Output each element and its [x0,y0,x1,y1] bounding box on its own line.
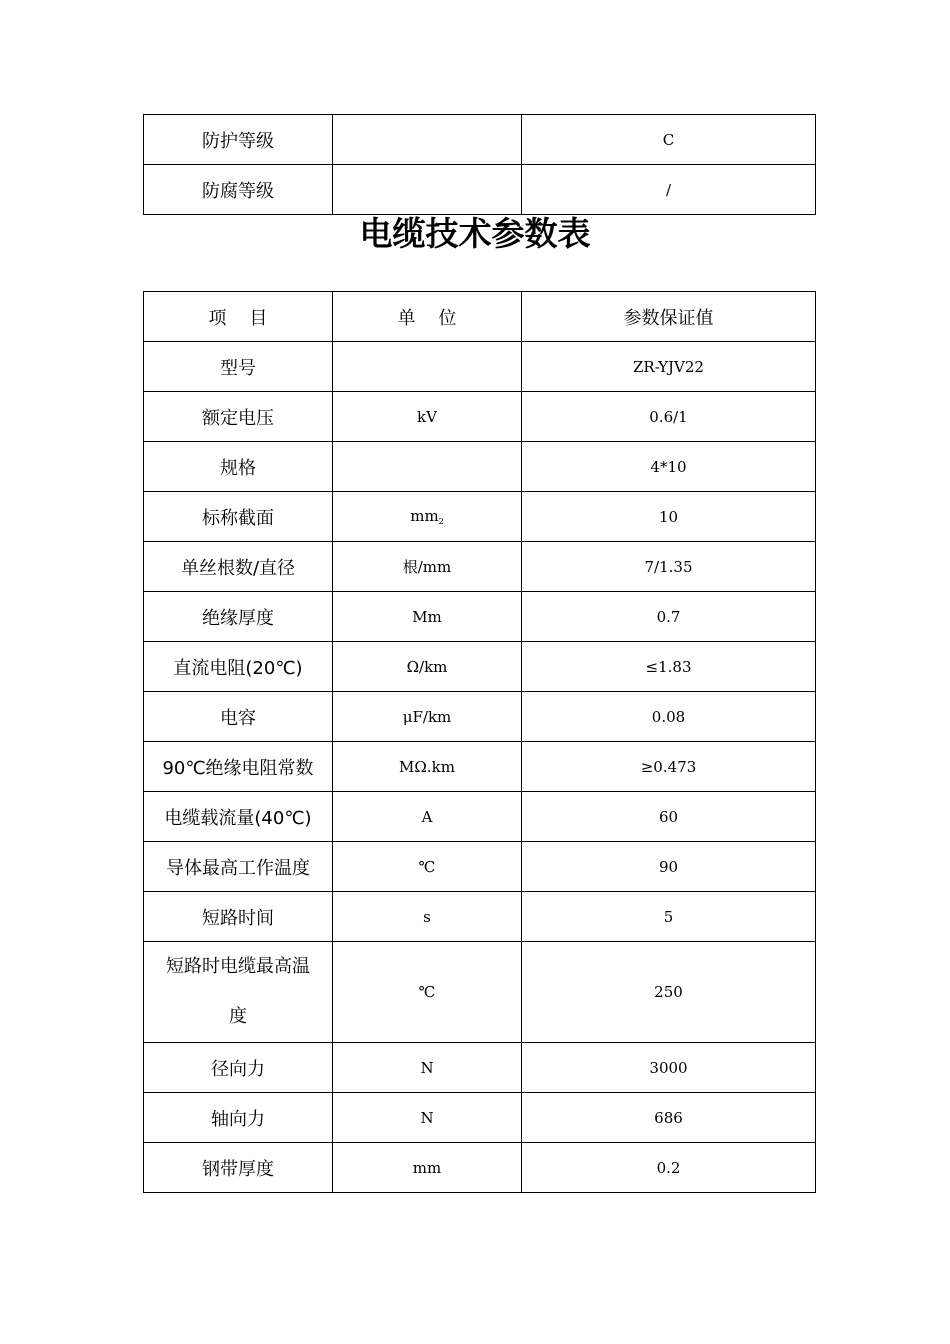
table-row [144,592,816,642]
unit-cell: kV [333,392,522,442]
table-row [144,1043,816,1093]
table-row [144,792,816,842]
item-cell: 导体最高工作温度 [144,842,333,892]
header-item: 项 目 [144,292,333,342]
protection-grade-table [143,114,816,215]
unit-cell: Ω/km [333,642,522,692]
table-row [144,165,816,215]
unit-cell [333,342,522,392]
item-cell: 防护等级 [144,115,333,165]
item-text: 短路时电缆最高温度 [166,956,310,1027]
item-cell: 型号 [144,342,333,392]
value-cell: 90 [522,842,816,892]
item-cell: 电容 [144,692,333,742]
item-cell: 规格 [144,442,333,492]
value-cell: 5 [522,892,816,942]
unit-cell [333,115,522,165]
value-cell: 10 [522,492,816,542]
item-cell: 额定电压 [144,392,333,442]
value-cell: 250 [522,942,816,1043]
value-cell: 4*10 [522,442,816,492]
value-cell: C [522,115,816,165]
unit-cell: A [333,792,522,842]
item-cell: 直流电阻(20℃) [144,642,333,692]
unit-cell [333,442,522,492]
unit-cell: mm [333,1143,522,1193]
unit-cell: ℃ [333,842,522,892]
item-cell: 90℃绝缘电阻常数 [144,742,333,792]
value-cell: 686 [522,1093,816,1143]
unit-cell: N [333,1043,522,1093]
table-row [144,542,816,592]
item-cell: 防腐等级 [144,165,333,215]
item-cell: 轴向力 [144,1093,333,1143]
document-title: 电缆技术参数表 [359,214,591,253]
table-row [144,342,816,392]
unit-text: mm [410,507,439,525]
unit-cell: s [333,892,522,942]
value-cell: / [522,165,816,215]
table-row [144,1143,816,1193]
value-cell: 3000 [522,1043,816,1093]
unit-subscript: 2 [438,517,444,526]
item-cell: 径向力 [144,1043,333,1093]
table-row [144,892,816,942]
header-value: 参数保证值 [522,292,816,342]
cable-parameter-table [143,291,816,1193]
value-cell: ≤1.83 [522,642,816,692]
table-row [144,692,816,742]
unit-cell: μF/km [333,692,522,742]
item-cell [144,942,333,1043]
table-row [144,115,816,165]
table-row [144,642,816,692]
item-cell: 单丝根数/直径 [144,542,333,592]
table-row [144,942,816,1043]
value-cell: ≥0.473 [522,742,816,792]
value-cell: 0.6/1 [522,392,816,442]
value-cell: 0.08 [522,692,816,742]
table-row [144,392,816,442]
item-cell: 短路时间 [144,892,333,942]
item-cell: 电缆载流量(40℃) [144,792,333,842]
value-cell: 0.2 [522,1143,816,1193]
unit-cell: Mm [333,592,522,642]
value-cell: ZR-YJV22 [522,342,816,392]
unit-cell: MΩ.km [333,742,522,792]
unit-cell: 根/mm [333,542,522,592]
item-cell: 标称截面 [144,492,333,542]
table-header-row [144,292,816,342]
value-cell: 7/1.35 [522,542,816,592]
unit-cell: ℃ [333,942,522,1043]
unit-cell: N [333,1093,522,1143]
value-cell: 60 [522,792,816,842]
table-row [144,1093,816,1143]
header-unit: 单 位 [333,292,522,342]
unit-cell [333,165,522,215]
table-row [144,842,816,892]
table-row [144,742,816,792]
value-cell: 0.7 [522,592,816,642]
item-cell: 绝缘厚度 [144,592,333,642]
table-row [144,492,816,542]
unit-cell [333,492,522,542]
table-row [144,442,816,492]
item-cell: 钢带厚度 [144,1143,333,1193]
